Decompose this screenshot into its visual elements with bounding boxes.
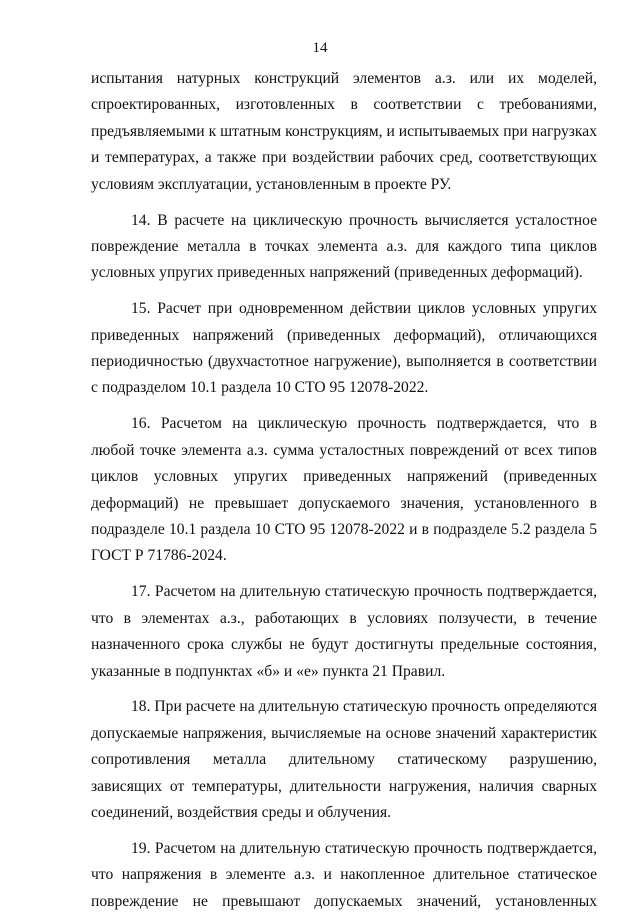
paragraph-item-16: 16. Расчетом на циклическую прочность подтверждается, что в любой точке элемента а.з. сумма усталостных повреждений от всех типов циклов условных упругих приведенных напряжений (приведенных деформаций) не превышает допускаемого значения, установленного в подразделе 10.1 раздела 10 СТО 95 12078-2022 и в подразделе 5.2 раздела 5 ГОСТ Р 71786-2024. (91, 415, 597, 565)
paragraph-item-19: 19. Расчетом на длительную статическую прочность подтверждается, что напряжения в элементе а.з. и накопленное длительное статическое повреждение не превышают допускаемых значений, установленных (91, 839, 597, 910)
document-body (91, 66, 597, 915)
paragraph-item-17: 17. Расчетом на длительную статическую прочность подтверждается, что в элементах а.з., работающих в условиях ползучести, в течение назначенного срока службы не будут достигнуты предельные состояния, указанные в подпунктах «б» и «е» пункта 21 Правил. (91, 583, 597, 680)
paragraph-continuation: испытания натурных конструкций элементов а.з. или их моделей, спроектированных, изготовленных в соответствии с требованиями, предъявляемыми к штатным конструкциям, и испытываемых при нагрузках и температурах, а также при воздействии рабочих сред, соответствующих условиям эксплуатации, установленным в проекте РУ. (91, 70, 597, 193)
paragraph-item-15: 15. Расчет при одновременном действии циклов условных упругих приведенных напряжений (приведенных деформаций), отличающихся периодичностью (двухчастотное нагружение), выполняется в соответствии с подразделом 10.1 раздела 10 СТО 95 12078-2022. (91, 300, 597, 397)
paragraph-item-18: 18. При расчете на длительную статическую прочность определяются допускаемые напряжения, вычисляемые на основе значений характеристик сопротивления металла длительному статическому разрушению, зависящих от температуры, длительности нагружения, наличия сварных соединений, воздействия среды и облучения. (91, 698, 598, 822)
paragraph-item-14: 14. В расчете на циклическую прочность вычисляется усталостное повреждение металла в точках элемента а.з. для каждого типа циклов условных упругих приведенных напряжений (приведенных деформаций). (91, 211, 597, 282)
page-number: 14 (312, 40, 328, 56)
